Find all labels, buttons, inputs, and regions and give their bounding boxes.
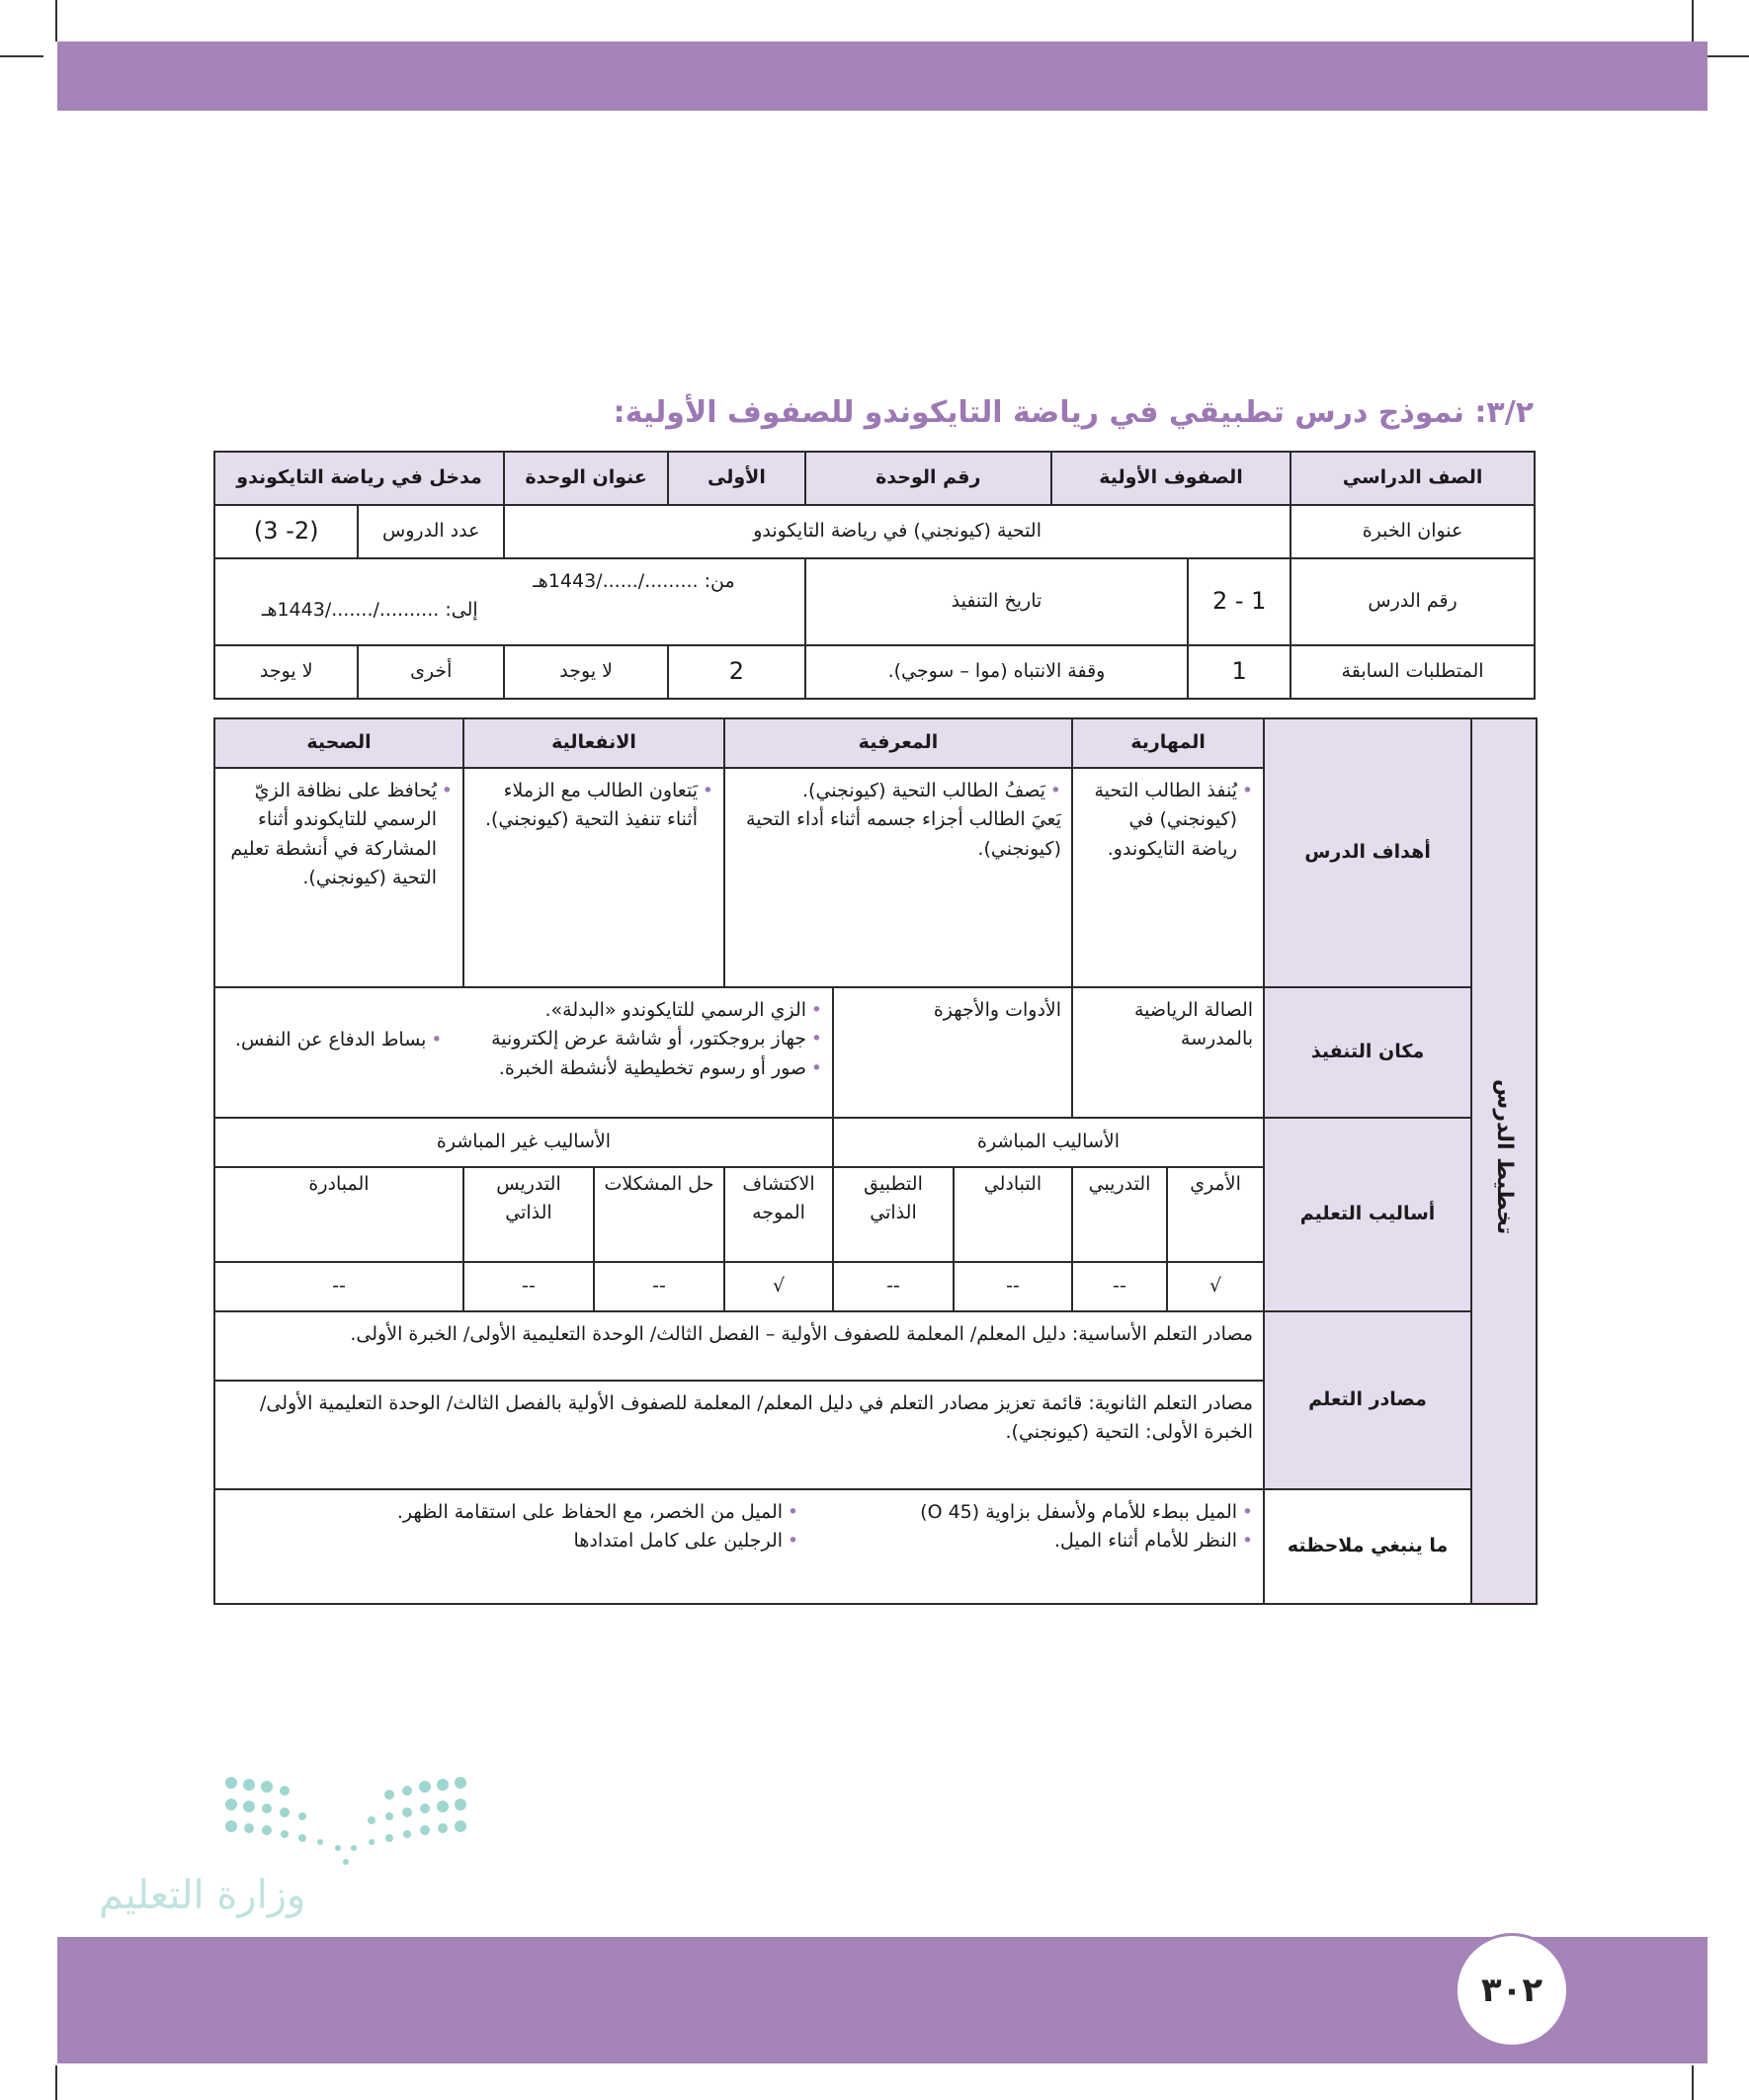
prereq-number-2: 2 bbox=[668, 645, 804, 699]
domain-health: الصحية bbox=[214, 718, 463, 768]
unit-number-label: رقم الوحدة bbox=[805, 452, 1051, 505]
notes-label: ما ينبغي ملاحظته bbox=[1264, 1489, 1471, 1604]
prereq-number: 1 bbox=[1188, 645, 1291, 699]
tools-list bbox=[491, 996, 822, 1083]
lesson-plan-table bbox=[213, 717, 1538, 1605]
style-name: حل المشكلات bbox=[594, 1167, 724, 1262]
objective-cognitive bbox=[724, 768, 1072, 987]
tool-item: • صور أو رسوم تخطيطية لأنشطة الخبرة. bbox=[491, 1054, 822, 1083]
objective-skill bbox=[1072, 768, 1264, 987]
crop-mark bbox=[1706, 55, 1749, 57]
execution-date-range bbox=[214, 558, 805, 645]
lessons-count-value: (2- 3) bbox=[214, 505, 358, 558]
date-from: من: ........./....../1443هـ bbox=[533, 570, 735, 592]
place-value: الصالة الرياضية بالمدرسة bbox=[1072, 987, 1264, 1118]
crop-mark bbox=[1692, 2065, 1694, 2100]
tools-label: الأدوات والأجهزة bbox=[833, 987, 1072, 1118]
page-number: ٣٠٢ bbox=[1455, 1933, 1569, 2048]
style-name: المبادرة bbox=[214, 1167, 463, 1262]
style-mark: -- bbox=[833, 1262, 954, 1311]
lesson-number-label: رقم الدرس bbox=[1291, 558, 1535, 645]
ministry-logo-icon bbox=[95, 1771, 470, 1870]
indirect-styles-label: الأساليب غير المباشرة bbox=[214, 1118, 833, 1167]
unit-title-value: مدخل في رياضة التايكوندو bbox=[214, 452, 504, 505]
domain-cognitive: المعرفية bbox=[724, 718, 1072, 768]
prereq-value: وقفة الانتباه (موا – سوجي). bbox=[805, 645, 1189, 699]
source-secondary: مصادر التعلم الثانوية: قائمة تعزيز مصادر التعلم في دليل المعلم/ المعلمة للصفوف الأولية بالفصل الثالث/ الوحدة التعليمية الأولى/ الخبرة الأولى: التحية (كيونجني). bbox=[214, 1381, 1264, 1489]
domain-skill: المهارية bbox=[1072, 718, 1264, 768]
style-name: الاكتشاف الموجه bbox=[724, 1167, 833, 1262]
other-value: لا يوجد bbox=[214, 645, 358, 699]
date-to: إلى: ........../......./1443هـ bbox=[261, 599, 478, 622]
grade-value: الصفوف الأولية bbox=[1051, 452, 1291, 505]
style-name: التدريبي bbox=[1072, 1167, 1167, 1262]
notes-list-left bbox=[397, 1498, 798, 1556]
objective-emotional bbox=[463, 768, 724, 987]
objectives-label: أهداف الدرس bbox=[1264, 718, 1471, 987]
crop-mark bbox=[1692, 0, 1694, 42]
tool-item-extra: • بساط الدفاع عن النفس. bbox=[235, 1026, 442, 1054]
plan-side-label-cell bbox=[1471, 718, 1537, 1604]
style-name: التدريس الذاتي bbox=[463, 1167, 594, 1262]
sources-label: مصادر التعلم bbox=[1264, 1311, 1471, 1489]
objective-health bbox=[214, 768, 463, 987]
style-mark: -- bbox=[214, 1262, 463, 1311]
top-band bbox=[57, 42, 1707, 111]
style-mark: √ bbox=[1167, 1262, 1264, 1311]
tool-item: • جهاز بروجكتور، أو شاشة عرض إلكترونية bbox=[491, 1025, 822, 1053]
grade-label: الصف الدراسي bbox=[1291, 452, 1535, 505]
unit-title-label: عنوان الوحدة bbox=[504, 452, 668, 505]
note-item: • الميل ببطء للأمام ولأسفل بزاوية (45 O) bbox=[798, 1498, 1253, 1527]
domain-emotional: الانفعالية bbox=[463, 718, 724, 768]
prereq-label: المتطلبات السابقة bbox=[1291, 645, 1535, 699]
crop-mark bbox=[55, 0, 57, 42]
page-title: ٣/٢: نموذج درس تطبيقي في رياضة التايكوندو للصفوف الأولية: bbox=[613, 395, 1534, 430]
style-name: الأمري bbox=[1167, 1167, 1264, 1262]
tools-list-cell bbox=[214, 987, 833, 1118]
plan-side-label: تخطيط الدرس bbox=[1492, 1078, 1518, 1234]
crop-mark bbox=[55, 2065, 57, 2100]
objective-cognitive-1: • يَصفُ الطالب التحية (كيونجني). bbox=[735, 777, 1061, 805]
direct-styles-label: الأساليب المباشرة bbox=[833, 1118, 1264, 1167]
lesson-info-table bbox=[213, 451, 1536, 700]
style-mark: -- bbox=[594, 1262, 724, 1311]
other-label: أخرى bbox=[358, 645, 504, 699]
notes-list-right bbox=[798, 1498, 1253, 1556]
objective-cognitive-2: يَعيَ الطالب أجزاء جسمه أثناء أداء التحية (كيونجني). bbox=[746, 808, 1062, 860]
styles-label: أساليب التعليم bbox=[1264, 1118, 1471, 1311]
tool-item: • الزي الرسمي للتايكوندو «البدلة». bbox=[491, 996, 822, 1025]
style-mark: -- bbox=[463, 1262, 594, 1311]
unit-number-value: الأولى bbox=[668, 452, 804, 505]
style-mark: -- bbox=[954, 1262, 1072, 1311]
style-mark: -- bbox=[1072, 1262, 1167, 1311]
style-name: التبادلي bbox=[954, 1167, 1072, 1262]
place-label: مكان التنفيذ bbox=[1264, 987, 1471, 1118]
execution-date-label: تاريخ التنفيذ bbox=[805, 558, 1189, 645]
ministry-logo-text: وزارة التعليم bbox=[99, 1873, 306, 1918]
note-item: • الميل من الخصر، مع الحفاظ على استقامة الظهر. bbox=[397, 1498, 798, 1527]
note-item: • النظر للأمام أثناء الميل. bbox=[798, 1527, 1253, 1555]
objective-emotional-text: • يَتعاون الطالب مع الزملاء أثناء تنفيذ التحية (كيونجني). bbox=[474, 777, 713, 835]
note-item: • الرجلين على كامل امتدادها bbox=[397, 1527, 798, 1555]
style-mark: √ bbox=[724, 1262, 833, 1311]
prereq-none: لا يوجد bbox=[504, 645, 668, 699]
experience-title-value: التحية (كيونجني) في رياضة التايكوندو bbox=[504, 505, 1291, 558]
experience-title-label: عنوان الخبرة bbox=[1291, 505, 1535, 558]
crop-mark bbox=[0, 55, 43, 57]
notes-cell bbox=[214, 1489, 1264, 1604]
objective-skill-text: • يُنفذ الطالب التحية (كيونجني) في رياضة التايكوندو. bbox=[1083, 777, 1253, 864]
source-primary: مصادر التعلم الأساسية: دليل المعلم/ المعلمة للصفوف الأولية – الفصل الثالث/ الوحدة التعليمية الأولى/ الخبرة الأولى. bbox=[214, 1311, 1264, 1381]
objective-health-text: • يُحافظ على نظافة الزيّ الرسمي للتايكوندو أثناء المشاركة في أنشطة تعليم التحية (كيونجني). bbox=[225, 777, 453, 893]
lessons-count-label: عدد الدروس bbox=[358, 505, 504, 558]
style-name: التطبيق الذاتي bbox=[833, 1167, 954, 1262]
lesson-number-value: 1 - 2 bbox=[1188, 558, 1291, 645]
